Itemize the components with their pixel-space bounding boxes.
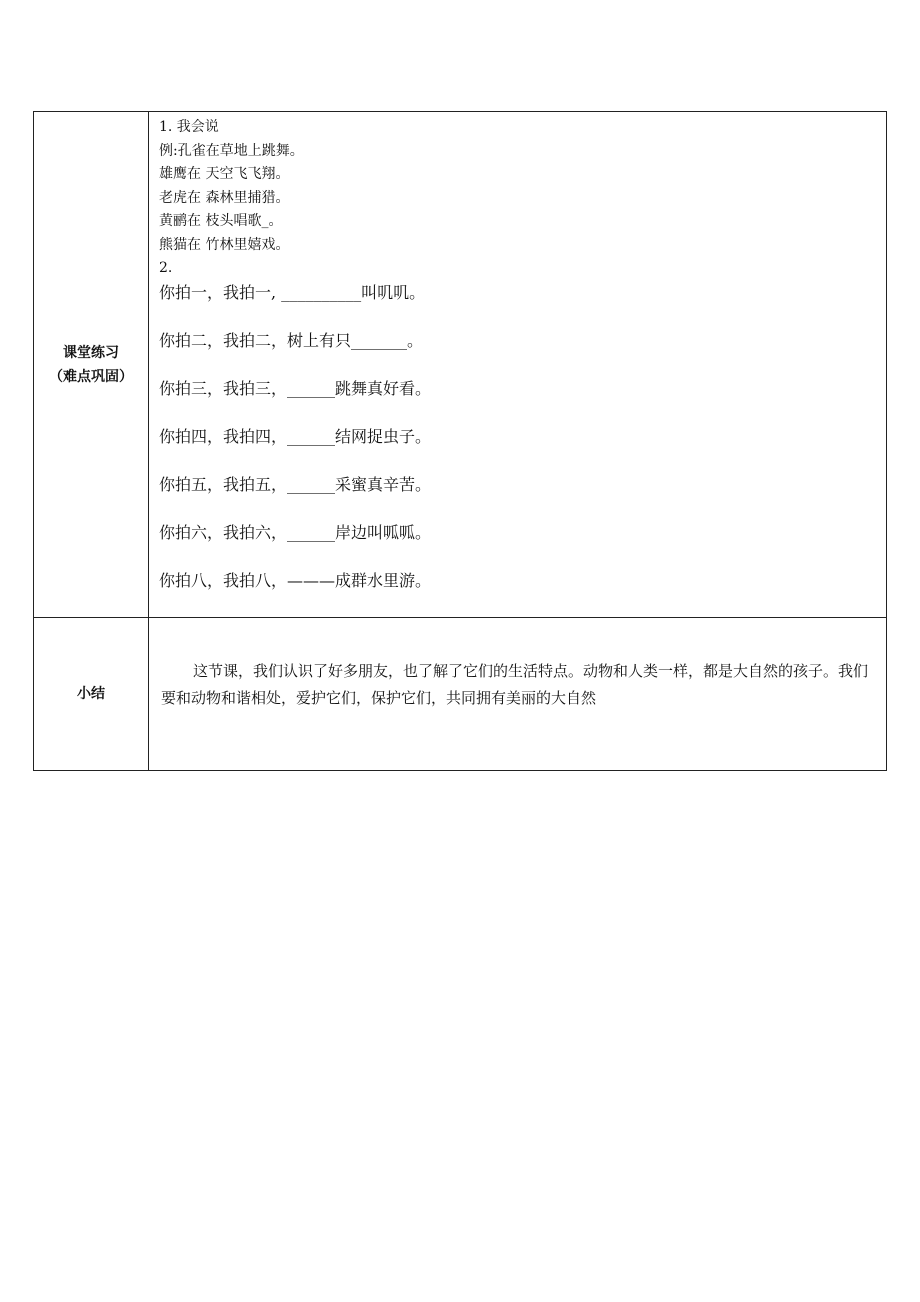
- clapping-rhyme-line: 你拍四，我拍四，______结网捉虫子。: [159, 426, 432, 446]
- section1-heading: 1. 我会说: [159, 119, 219, 135]
- section1-line: 黄鹂在 枝头唱歌_。: [159, 213, 283, 229]
- section1-line: 雄鹰在 天空飞飞翔。: [159, 166, 290, 182]
- summary-row: [34, 618, 887, 771]
- practice-label: 课堂练习: [63, 344, 119, 361]
- practice-sublabel: （难点巩固）: [49, 368, 133, 385]
- section1-line: 例:孔雀在草地上跳舞。: [159, 142, 304, 159]
- summary-text: 这节课，我们认识了好多朋友，也了解了它们的生活特点。动物和人类一样，都是大自然的孩子。我们要和动物和谐相处，爱护它们，保护它们，共同拥有美丽的大自然: [161, 662, 869, 707]
- clapping-rhyme-line: 你拍八，我拍八，———成群水里游。: [159, 570, 432, 590]
- practice-label-cell: [34, 112, 149, 618]
- section1-line: 熊猫在 竹林里嬉戏。: [159, 236, 290, 253]
- clapping-rhyme-line: 你拍五，我拍五，______采蜜真辛苦。: [159, 474, 432, 494]
- lesson-table: [33, 111, 887, 771]
- practice-row: [34, 112, 887, 618]
- clapping-rhyme-line: 你拍一，我拍一, __________叫叽叽。: [159, 282, 426, 302]
- practice-content-cell: [149, 112, 887, 618]
- section1-line: 老虎在 森林里捕猎。: [159, 189, 290, 206]
- section2-heading: 2.: [159, 260, 173, 276]
- clapping-rhyme-line: 你拍六，我拍六，______岸边叫呱呱。: [159, 522, 432, 542]
- summary-content-cell: [149, 618, 887, 771]
- clapping-rhyme-line: 你拍三，我拍三，______跳舞真好看。: [159, 378, 432, 398]
- summary-label: 小结: [77, 686, 105, 702]
- clapping-rhyme-line: 你拍二，我拍二，树上有只_______。: [159, 330, 424, 350]
- summary-label-cell: [34, 618, 149, 771]
